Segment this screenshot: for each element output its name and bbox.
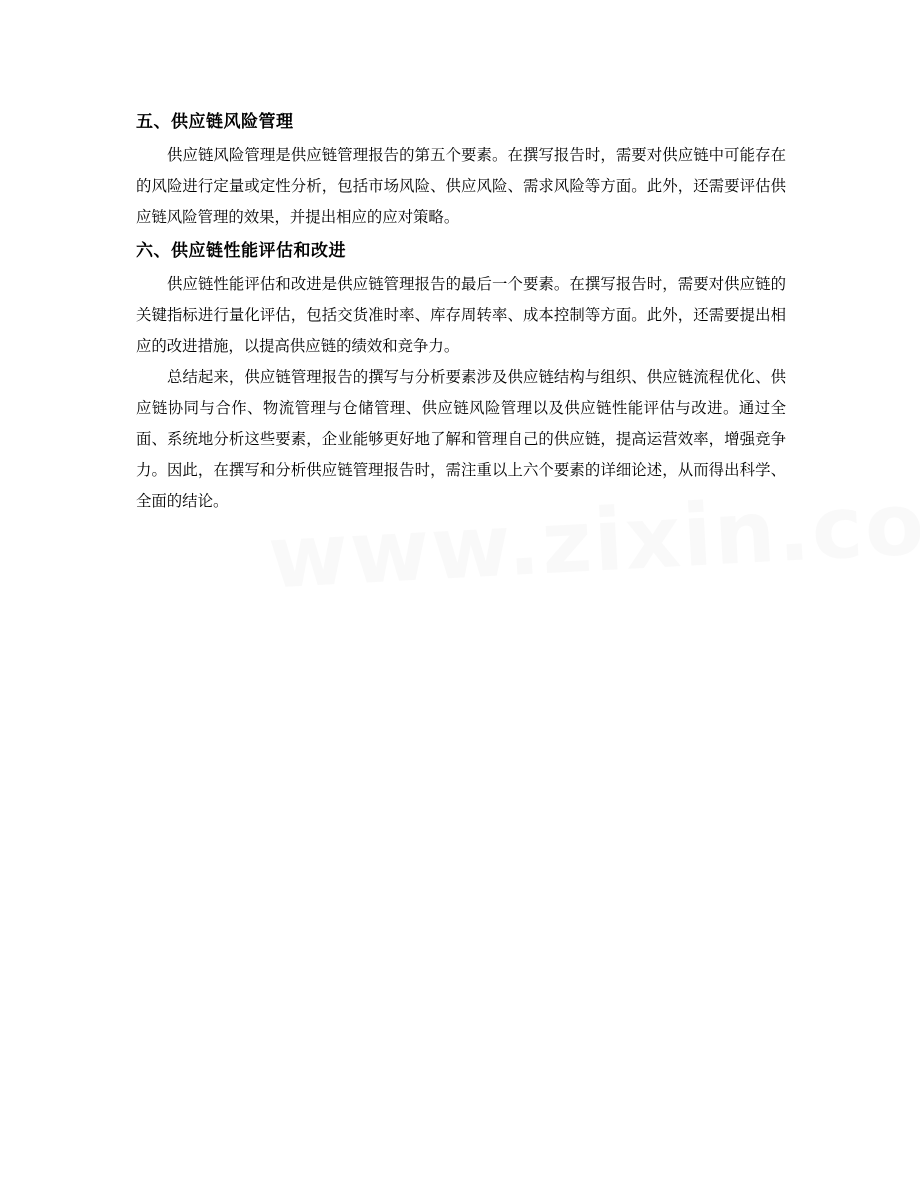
summary-paragraph: 总结起来，供应链管理报告的撰写与分析要素涉及供应链结构与组织、供应链流程优化、供应链协同与合作、物流管理与仓储管理、供应链风险管理以及供应链性能评估与改进。通过全面、系统地分析这些要素，企业能够更好地了解和管理自己的供应链，提高运营效率，增强竞争力。因此，在撰写和分析供应链管理报告时，需注重以上六个要素的详细论述，从而得出科学、全面的结论。 xyxy=(136,368,786,510)
section-paragraph-risk-management: 供应链风险管理是供应链管理报告的第五个要素。在撰写报告时，需要对供应链中可能存在的风险进行定量或定性分析，包括市场风险、供应风险、需求风险等方面。此外，还需要评估供应链风险管理的效果，并提出相应的应对策略。 xyxy=(136,146,786,226)
section-paragraph-performance-evaluation: 供应链性能评估和改进是供应链管理报告的最后一个要素。在撰写报告时，需要对供应链的关键指标进行量化评估，包括交货准时率、库存周转率、成本控制等方面。此外，还需要提出相应的改进措施，以提高供应链的绩效和竞争力。 xyxy=(136,275,786,355)
section-heading-risk-management: 五、供应链风险管理 xyxy=(136,112,294,132)
section-heading-performance-evaluation: 六、供应链性能评估和改进 xyxy=(136,241,346,261)
document-body xyxy=(136,104,786,517)
